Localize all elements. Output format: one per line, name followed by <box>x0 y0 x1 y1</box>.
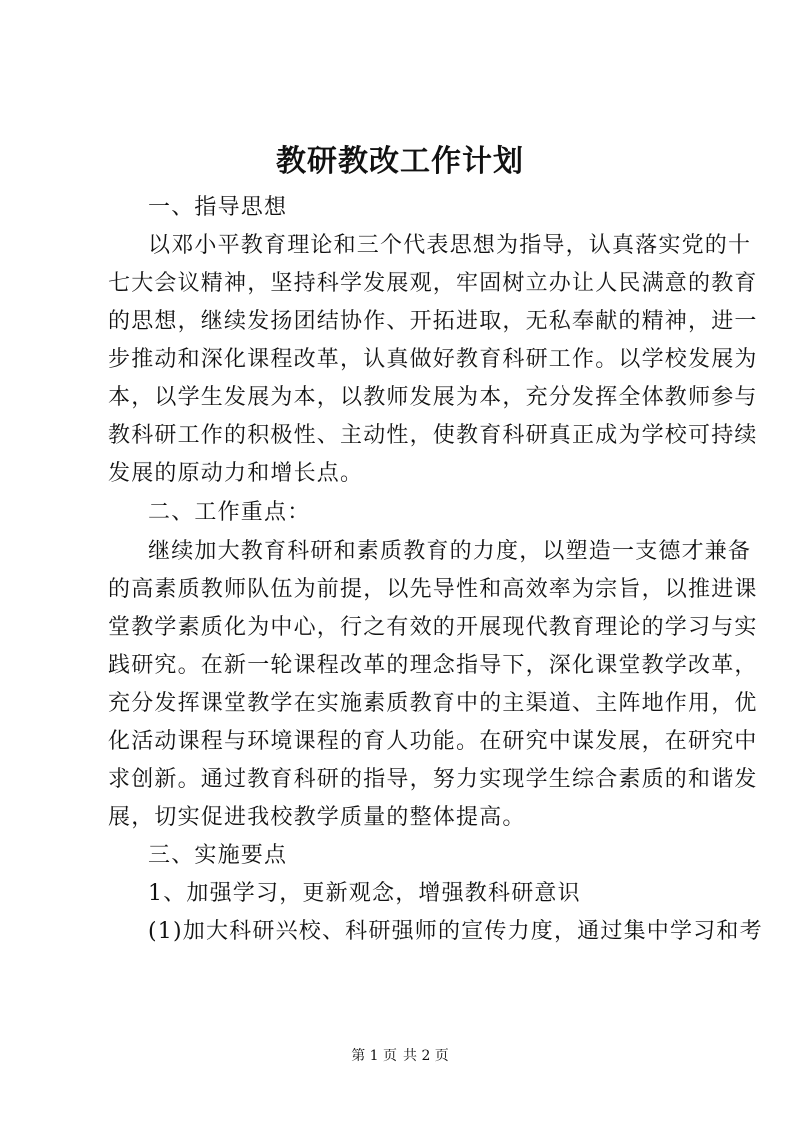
section-heading-implementation: 三、实施要点 <box>148 843 288 868</box>
section-heading-work-focus: 二、工作重点： <box>148 500 311 525</box>
paragraph-line: 的高素质教师队伍为前提，以先导性和高效率为宗旨，以推进课 <box>108 577 758 602</box>
paragraph-line: 以邓小平教育理论和三个代表思想为指导，认真落实党的十 <box>148 233 752 258</box>
section-heading-guiding-thought: 一、指导思想 <box>148 195 288 220</box>
paragraph-line: 堂教学素质化为中心，行之有效的开展现代教育理论的学习与实 <box>108 615 758 640</box>
document-title: 教研教改工作计划 <box>276 144 524 179</box>
paragraph-line: 求创新。通过教育科研的指导，努力实现学生综合素质的和谐发 <box>108 767 758 792</box>
page-footer <box>0 1046 800 1066</box>
page-number: 第 1 页 <box>351 1048 397 1064</box>
paragraph-line: 践研究。在新一轮课程改革的理念指导下，深化课堂教学改革， <box>108 653 758 678</box>
paragraph-line: (1)加大科研兴校、科研强师的宣传力度，通过集中学习和考 <box>148 919 763 944</box>
paragraph-line: 化活动课程与环境课程的育人功能。在研究中谋发展，在研究中 <box>108 729 758 754</box>
paragraph-line: 发展的原动力和增长点。 <box>108 461 364 486</box>
paragraph-line: 七大会议精神，坚持科学发展观，牢固树立办让人民满意的教育 <box>108 271 758 296</box>
paragraph-line: 本，以学生发展为本，以教师发展为本，充分发挥全体教师参与 <box>108 385 758 410</box>
paragraph-line: 教科研工作的积极性、主动性，使教育科研真正成为学校可持续 <box>108 423 758 448</box>
paragraph-line: 充分发挥课堂教学在实施素质教育中的主渠道、主阵地作用，优 <box>108 691 758 716</box>
paragraph-line: 继续加大教育科研和素质教育的力度，以塑造一支德才兼备 <box>148 539 752 564</box>
page-total: 共 2 页 <box>403 1048 449 1064</box>
paragraph-line: 展，切实促进我校教学质量的整体提高。 <box>108 805 526 830</box>
paragraph-line: 的思想，继续发扬团结协作、开拓进取，无私奉献的精神，进一 <box>108 309 758 334</box>
subsection-heading: 1、加强学习，更新观念，增强教科研意识 <box>148 881 581 906</box>
paragraph-line: 步推动和深化课程改革，认真做好教育科研工作。以学校发展为 <box>108 347 758 372</box>
